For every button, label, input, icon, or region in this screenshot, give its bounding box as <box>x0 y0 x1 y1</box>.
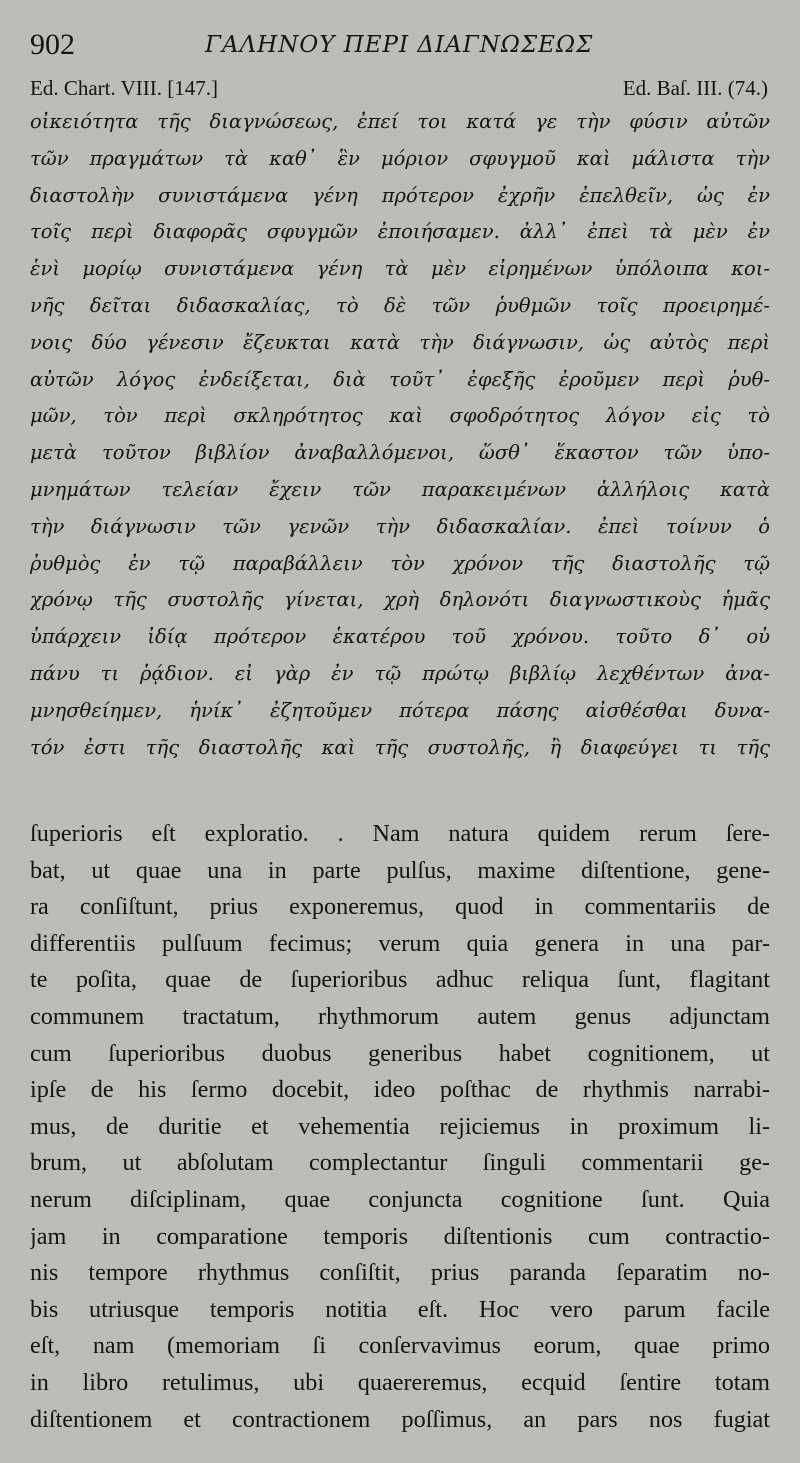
latin-text-line: bat, ut quae una in parte pulſus, maxime diſtentione, gene- <box>30 856 770 884</box>
latin-text-line: mus, de duritie et vehementia rejiciemus in proximum li- <box>30 1112 770 1140</box>
greek-text-line: οἰκειότητα τῆς διαγνώσεως, ἐπεί τοι κατά γε τὴν φύσιν αὐτῶν <box>30 110 770 133</box>
latin-text-line: jam in comparatione temporis diſtentionis cum contractio- <box>30 1222 770 1250</box>
greek-text-line: ὑπάρχειν ἰδίᾳ πρότερον ἑκατέρου τοῦ χρόνου. τοῦτο δ᾽ οὐ <box>30 625 770 649</box>
edition-basel: Ed. Baſ. III. (74.) <box>622 76 768 100</box>
latin-text-line: in libro retulimus, ubi quaereremus, ecquid ſentire totam <box>30 1368 770 1396</box>
greek-text-line: νῆς δεῖται διδασκαλίας, τὸ δὲ τῶν ῥυθμῶν τοῖς προειρημέ- <box>30 293 770 317</box>
edition-chartier: Ed. Chart. VIII. [147.] <box>30 76 218 100</box>
latin-text-line: cum ſuperioribus duobus generibus habet cognitionem, ut <box>30 1039 770 1067</box>
latin-text-line: communem tractatum, rhythmorum autem genus adjunctam <box>30 1002 770 1030</box>
greek-text-line: μετὰ τοῦτον βιβλίον ἀναβαλλόμενοι, ὥσθ᾽ ἕκαστον τῶν ὑπο- <box>30 441 770 465</box>
page-header <box>30 26 770 66</box>
latin-text-line: ra conſiſtunt, prius exponeremus, quod in commentariis de <box>30 893 770 921</box>
latin-text-line: nis tempore rhythmus conſiſtit, prius paranda ſeparatim no- <box>30 1259 770 1287</box>
latin-text-line: nerum diſciplinam, quae conjuncta cognitione ſunt. Quia <box>30 1185 770 1213</box>
greek-text-line: μνημάτων τελείαν ἔχειν τῶν παρακειμένων ἀλλήλοις κατὰ <box>30 477 770 501</box>
latin-text-line: ſuperioris eſt exploratio. . Nam natura quidem rerum ſere- <box>30 820 770 847</box>
latin-text-line: bis utriusque temporis notitia eſt. Hoc vero parum facile <box>30 1295 770 1323</box>
latin-text-line: ipſe de his ſermo docebit, ideo poſthac de rhythmis narrabi- <box>30 1076 770 1104</box>
greek-text-line: διαστολὴν συνιστάμενα γένη πρότερον ἐχρῆν ἐπελθεῖν, ὡς ἐν <box>30 183 770 207</box>
edition-references <box>30 76 768 104</box>
latin-text-line: brum, ut abſolutam complectantur ſinguli commentarii ge- <box>30 1149 770 1177</box>
greek-text-line: τοῖς περὶ διαφορᾶς σφυγμῶν ἐποιήσαμεν. ἀλλ᾽ ἐπεὶ τὰ μὲν ἐν <box>30 220 770 244</box>
greek-text-line: μῶν, τὸν περὶ σκληρότητος καὶ σφοδρότητος λόγον εἰς τὸ <box>30 404 770 428</box>
latin-text-block <box>30 816 770 1438</box>
greek-text-line: ἑνὶ μορίῳ συνιστάμενα γένη τὰ μὲν εἰρημένων ὑπόλοιπα κοι- <box>30 257 770 281</box>
greek-text-line: τῶν πραγμάτων τὰ καθ᾽ ἓν μόριον σφυγμοῦ καὶ μάλιστα τὴν <box>30 146 770 170</box>
greek-text-line: πάνυ τι ῥᾴδιον. εἰ γὰρ ἐν τῷ πρώτῳ βιβλίῳ λεχθέντων ἀνα- <box>30 661 770 685</box>
greek-text-line: μνησθείημεν, ἡνίκ᾽ ἐζητοῦμεν πότερα πάσης αἰσθέσθαι δυνα- <box>30 698 770 722</box>
latin-text-line: diſtentionem et contractionem poſſimus, an pars nos fugiat <box>30 1405 770 1433</box>
greek-text-line: νοις δύο γένεσιν ἔζευκται κατὰ τὴν διάγνωσιν, ὡς αὐτὸς περὶ <box>30 330 770 354</box>
greek-text-line: αὐτῶν λόγος ἐνδείξεται, διὰ τοῦτ᾽ ἐφεξῆς ἐροῦμεν περὶ ῥυθ- <box>30 367 770 391</box>
page-number: 902 <box>30 28 75 61</box>
greek-text-line: χρόνῳ τῆς συστολῆς γίνεται, χρὴ δηλονότι διαγνωστικοὺς ἡμᾶς <box>30 588 770 612</box>
latin-text-line: eſt, nam (memoriam ſi conſervavimus eorum, quae primo <box>30 1332 770 1360</box>
greek-text-line: τὴν διάγνωσιν τῶν γενῶν τὴν διδασκαλίαν. ἐπεὶ τοίνυν ὁ <box>30 514 770 538</box>
greek-text-line: τόν ἐστι τῆς διαστολῆς καὶ τῆς συστολῆς, ἢ διαφεύγει τι τῆς <box>30 735 770 759</box>
greek-text-line: ῥυθμὸς ἐν τῷ παραβάλλειν τὸν χρόνον τῆς διαστολῆς τῷ <box>30 551 770 575</box>
greek-text-block <box>30 104 770 766</box>
running-title: ΓΑΛΗΝΟΥ ΠΕΡΙ ΔΙΑΓΝΩΣΕΩΣ <box>205 32 594 58</box>
latin-text-line: differentiis pulſuum fecimus; verum quia genera in una par- <box>30 929 770 957</box>
latin-text-line: te poſita, quae de ſuperioribus adhuc reliqua ſunt, flagitant <box>30 966 770 994</box>
